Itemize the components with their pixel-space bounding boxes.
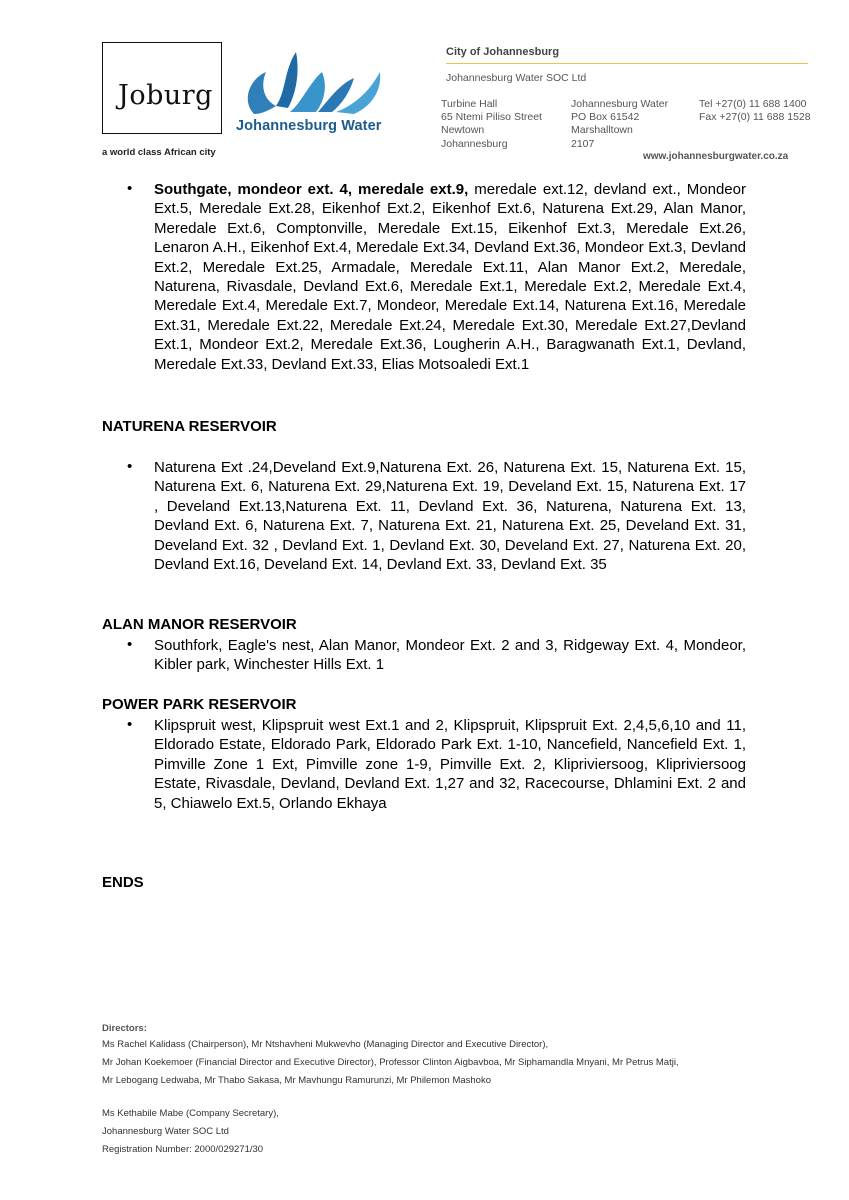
- power-park-heading: POWER PARK RESERVOIR: [102, 696, 297, 713]
- postal-line: 2107: [571, 137, 595, 150]
- contact-numbers: [699, 98, 811, 124]
- street-address: [441, 98, 542, 151]
- alan-manor-areas: Southfork, Eagle's nest, Alan Manor, Mondeor Ext. 2 and 3, Ridgeway Ext. 4, Mondeor, Kibler park, Winchester Hills Ext. 1: [154, 637, 746, 674]
- postal-line: Marshalltown: [571, 124, 633, 137]
- org-subtitle: Johannesburg Water SOC Ltd: [446, 72, 587, 84]
- fax: Fax +27(0) 11 688 1528: [699, 111, 811, 124]
- directors-line: Mr Johan Koekemoer (Financial Director and Executive Director), Professor Clinton Aigbavboa, Mr Siphamandla Mnyani, Mr Petrus Matji,: [102, 1057, 679, 1068]
- joburg-logo: Joburg: [118, 80, 213, 111]
- bullet-icon: •: [127, 458, 133, 475]
- address-line: 65 Ntemi Piliso Street: [441, 111, 542, 124]
- naturena-areas: Naturena Ext .24,Develand Ext.9,Naturena Ext. 26, Naturena Ext. 15, Naturena Ext. 15, Naturena Ext. 6, Naturena Ext. 29,Naturena Ext. 19, Develand Ext. 15, Naturena Ext. 17 , Develand Ext.13,Naturena Ext. 11, Devland Ext. 36, Naturena, Naturena Ext. 13, Devland Ext. 6, Naturena Ext. 7, Naturena Ext. 21, Naturena Ext. 25, Develand Ext. 31, Develand Ext. 32 , Devland Ext. 1, Devland Ext. 30, Develand Ext. 27, Naturena Ext. 20, Devland Ext.16, Develand Ext. 14, Devland Ext. 33, Devland Ext. 35: [154, 459, 746, 574]
- postal-line: Johannesburg Water: [571, 98, 669, 110]
- address-line: Turbine Hall: [441, 98, 498, 110]
- postal-line: PO Box 61542: [571, 111, 640, 124]
- southgate-areas-list: meredale ext.12, devland ext., Mondeor Ext.5, Meredale Ext.28, Eikenhof Ext.2, Eikenhof Ext.6, Naturena Ext.29, Alan Manor, Meredale Ext.6, Comptonville, Meredale Ext.15, Eikenhof Ext.3, Meredale Ext.26, Lenaron A.H., Eikenhof Ext.4, Meredale Ext.34, Devland Ext.36, Mondeor Ext.3, Devland Ext.2, Meredale Ext.25, Armadale, Meredale Ext.11, Alan Manor Ext.2, Meredale, Naturena, Rivasdale, Devland Ext.6, Meredale Ext.1, Meredale Ext.2, Meredale Ext.4, Meredale Ext.4, Meredale Ext.7, Mondeor, Meredale Ext.14, Naturena Ext.16, Meredale Ext.31, Meredale Ext.22, Meredale Ext.24, Meredale Ext.30, Meredale Ext.27,Devland Ext.1, Mondeor Ext.2, Meredale Ext.36, Lougherin A.H., Baragwanath Ext.1, Devland, Meredale Ext.33, Devland Ext.33, Elias Motsoaledi Ext.1: [154, 181, 746, 373]
- joburg-tagline: a world class African city: [102, 147, 216, 158]
- bullet-icon: •: [127, 716, 133, 733]
- postal-address: [571, 98, 668, 151]
- johannesburg-water-wordmark: Johannesburg Water: [236, 118, 382, 134]
- naturena-heading: NATURENA RESERVOIR: [102, 418, 277, 435]
- address-line: Johannesburg: [441, 137, 508, 150]
- telephone: Tel +27(0) 11 688 1400: [699, 98, 807, 110]
- bullet-icon: •: [127, 180, 133, 197]
- southgate-areas-bold: Southgate, mondeor ext. 4, meredale ext.9,: [154, 181, 469, 198]
- header-divider: [446, 63, 808, 64]
- directors-line: Ms Rachel Kalidass (Chairperson), Mr Ntshavheni Mukwevho (Managing Director and Executive Director),: [102, 1039, 549, 1050]
- southgate-areas: [154, 180, 746, 374]
- bullet-icon: •: [127, 636, 133, 653]
- registration-number: Registration Number: 2000/029271/30: [102, 1144, 264, 1155]
- alan-manor-heading: ALAN MANOR RESERVOIR: [102, 616, 297, 633]
- company-name: Johannesburg Water SOC Ltd: [102, 1126, 229, 1137]
- ends-marker: ENDS: [102, 874, 144, 891]
- org-title: City of Johannesburg: [446, 46, 560, 58]
- company-secretary: Ms Kethabile Mabe (Company Secretary),: [102, 1108, 279, 1119]
- address-line: Newtown: [441, 124, 485, 137]
- directors-line: Mr Lebogang Ledwaba, Mr Thabo Sakasa, Mr Mavhungu Ramurunzi, Mr Philemon Mashoko: [102, 1075, 491, 1086]
- directors-title: Directors:: [102, 1023, 147, 1034]
- power-park-areas: Klipspruit west, Klipspruit west Ext.1 and 2, Klipspruit, Klipspruit Ext. 2,4,5,6,10 and 11, Eldorado Estate, Eldorado Park, Eldorado Park Ext. 1-10, Nancefield, Nancefield Ext. 1, Pimville Zone 1 Ext, Pimville zone 1-9, Pimville Ext. 2, Klipriviersoog, Klipriviersoog Estate, Rivasdale, Devland, Devland Ext. 1,27 and 32, Racecourse, Dhlamini Ext. 2 and 5, Chiawelo Ext.5, Orlando Ekhaya: [154, 717, 746, 812]
- website-link[interactable]: www.johannesburgwater.co.za: [643, 151, 789, 162]
